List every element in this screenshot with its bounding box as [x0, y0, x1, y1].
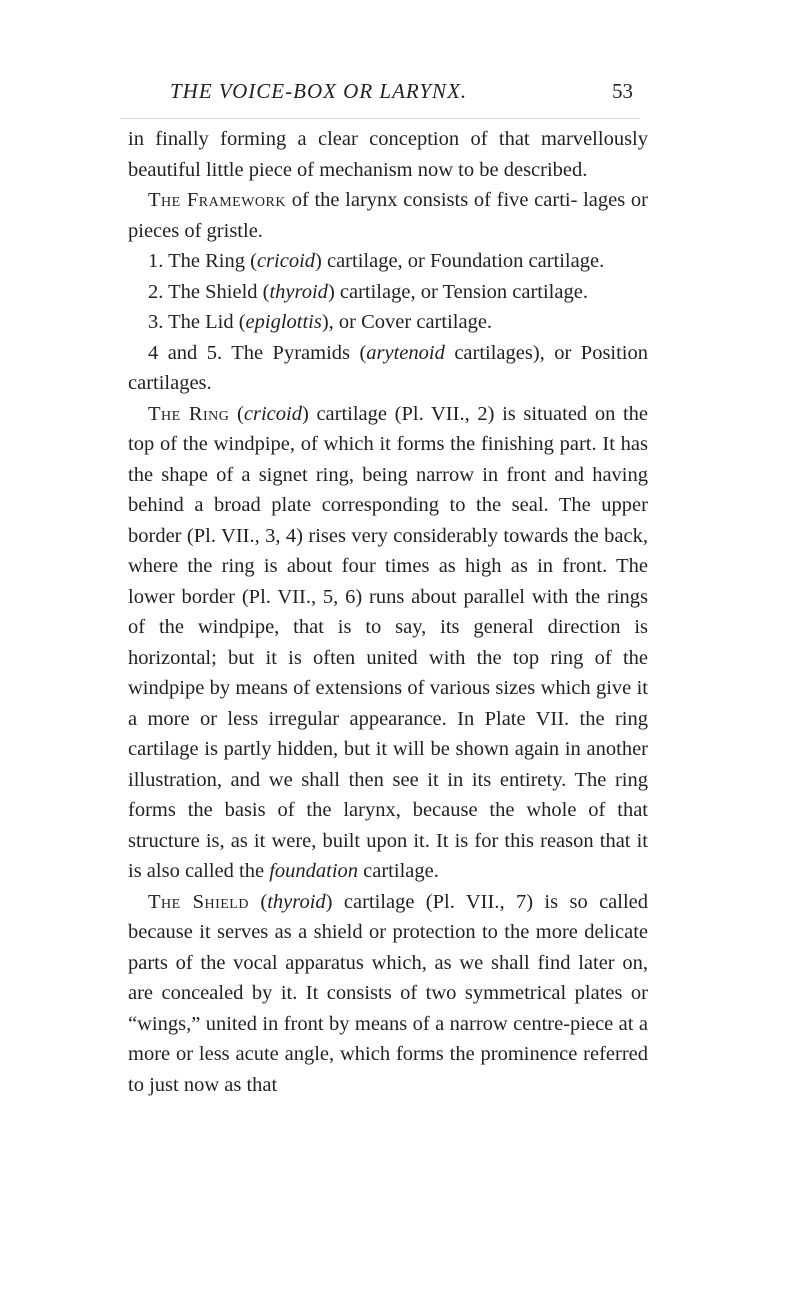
list-item-text: cartilages), or Position cartilages.	[128, 341, 649, 394]
body-text	[128, 124, 648, 1100]
running-head	[0, 78, 800, 104]
page-number: 53	[612, 79, 633, 103]
latin-term: thyroid	[269, 280, 328, 303]
paragraph-text: ) cartilage (Pl. VII., 2) is situated on the top of the windpipe, of which it forms the finishing part. It has the shape of a signet ring, being narrow in front and having behind a broad plate corresponding to the seal. The upper border (Pl. VII., 3, 4) rises very considerably towards the back, where the ring is about four times as high as in front. The lower border (Pl. VII., 5, 6) runs about parallel with the rings of the windpipe, that is to say, its general direction is horizontal; but it is often united with the top ring of the windpipe by means of extensions of various sizes which give it a more or less irregular appearance. In Plate VII. the ring cartilage is partly hidden, but it will be shown again in another illustration, and we shall then see it in its entirety. The ring forms the basis of the larynx, because the whole of that structure is, as it were, built upon it. It is for this reason that it is also called the	[128, 402, 649, 882]
list-item	[128, 277, 648, 308]
emphasis-term: foundation	[269, 860, 359, 882]
latin-term: epiglottis	[245, 311, 322, 333]
section-lead: The Ring	[148, 402, 230, 425]
latin-term: cricoid	[256, 250, 316, 272]
list-item	[128, 338, 648, 399]
running-title: THE VOICE-BOX OR LARYNX.	[170, 79, 468, 103]
list-item	[128, 246, 648, 277]
latin-term: arytenoid	[366, 341, 445, 364]
latin-term: cricoid	[243, 402, 302, 425]
section-lead: The Shield	[148, 890, 249, 913]
paragraph-text: (	[229, 402, 244, 425]
paragraph-text: in finally forming a clear conception of that marvellously beautiful little piece of mechanism now to be described.	[128, 128, 648, 181]
header-rule	[120, 118, 640, 119]
list-item-text: ) cartilage, or Foundation cartilage.	[315, 250, 605, 272]
paragraph-continuation	[128, 124, 648, 185]
list-item-text: 3. The Lid (	[148, 311, 246, 333]
list-item-text: 1. The Ring (	[148, 250, 257, 272]
paragraph-framework	[128, 185, 648, 246]
paragraph-text: cartilage.	[358, 860, 439, 882]
section-lead: The Framework	[148, 189, 286, 211]
paragraph-text: (	[248, 890, 268, 913]
list-item-text: 2. The Shield (	[148, 280, 270, 303]
paragraph-text: of the larynx consists of five carti- lages or pieces of gristle.	[128, 189, 648, 242]
paragraph-text: ) cartilage (Pl. VII., 7) is so called because it serves as a shield or protection to the more delicate parts of the vocal apparatus which, as we shall find later on, are concealed by it. It consists of two symmetrical plates or “wings,” united in front by means of a narrow centre-piece at a more or less acute angle, which forms the prominence referred to just now as that	[128, 890, 649, 1096]
list-item	[128, 307, 648, 338]
paragraph-shield	[128, 887, 648, 1101]
latin-term: thyroid	[267, 890, 326, 913]
paragraph-ring	[128, 399, 648, 887]
list-item-text: ), or Cover cartilage.	[321, 311, 493, 333]
list-item-text: ) cartilage, or Tension cartilage.	[327, 280, 588, 303]
list-item-text: 4 and 5. The Pyramids (	[148, 341, 367, 364]
